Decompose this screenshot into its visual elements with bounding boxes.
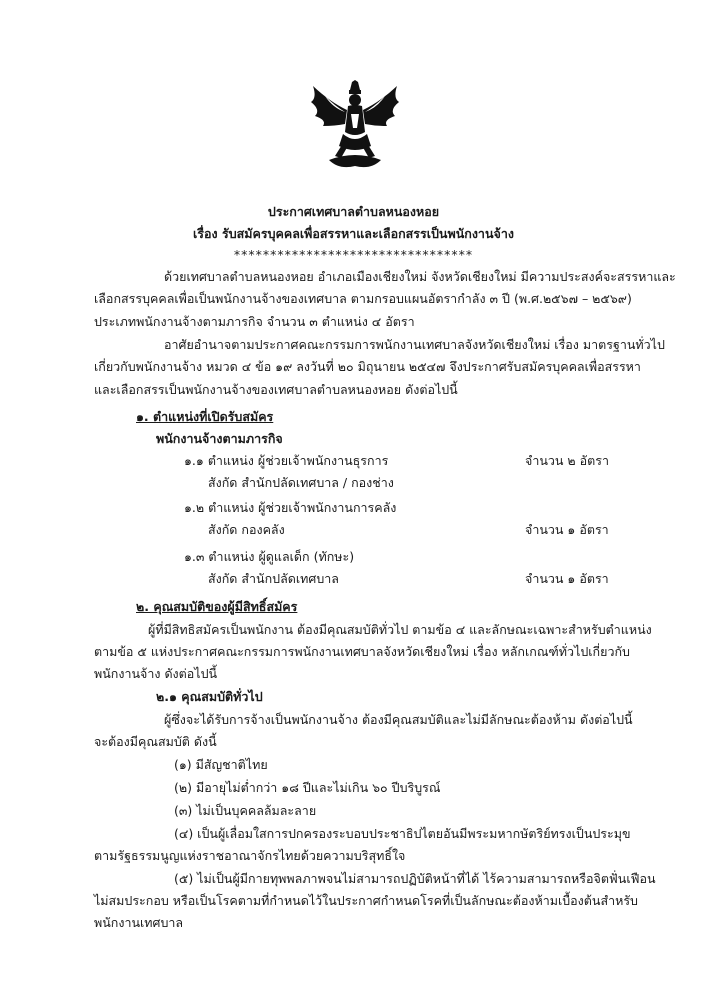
subsection-para-line: จะต้องมีคุณสมบัติ ดังนี้: [94, 734, 217, 749]
intro-line: และเลือกสรรเป็นพนักงานจ้างของเทศบาลตำบลหนองหอย ดังต่อไปนี้: [94, 382, 458, 397]
qualification-item: (๕) ไม่เป็นผู้มีกายทุพพลภาพจนไม่สามารถปฏิบัติหน้าที่ได้ ไร้ความสามารถหรือจิตฟั่นเฟือน: [174, 871, 656, 886]
position-count: จำนวน ๑ อัตรา: [525, 522, 609, 537]
position-title: ๑.๑ ตำแหน่ง ผู้ช่วยเจ้าพนักงานธุรการ: [184, 453, 389, 468]
document-title: ประกาศเทศบาลตำบลหนองหอย: [267, 204, 440, 219]
intro-line: อาศัยอำนาจตามประกาศคณะกรรมการพนักงานเทศบาลจังหวัดเชียงใหม่ เรื่อง มาตรฐานทั่วไป: [164, 337, 665, 352]
qualification-item: (๓) ไม่เป็นบุคคลล้มละลาย: [174, 803, 317, 818]
qualification-item: (๑) มีสัญชาติไทย: [174, 757, 268, 772]
document-subject: เรื่อง รับสมัครบุคคลเพื่อสรรหาและเลือกสรรเป็นพนักงานจ้าง: [193, 226, 514, 241]
position-title: ๑.๓ ตำแหน่ง ผู้ดูแลเด็ก (ทักษะ): [184, 549, 355, 564]
qualification-item: (๔) เป็นผู้เลื่อมใสการปกครองระบอบประชาธิปไตยอันมีพระมหากษัตริย์ทรงเป็นประมุข: [174, 826, 631, 841]
intro-line: เกี่ยวกับพนักงานจ้าง หมวด ๔ ข้อ ๑๙ ลงวันที่ ๒๐ มิถุนายน ๒๕๔๗ จึงประกาศรับสมัครบุคคลเพื่อสรรหา: [94, 359, 641, 374]
qualification-item-cont: ตามรัฐธรรมนูญแห่งราชอาณาจักรไทยด้วยความบริสุทธิ์ใจ: [94, 848, 406, 863]
position-unit: สังกัด กองคลัง: [208, 522, 285, 537]
position-unit: สังกัด สำนักปลัดเทศบาล: [208, 571, 339, 586]
garuda-emblem-icon: [305, 80, 405, 172]
qualification-item-cont: พนักงานเทศบาล: [94, 915, 184, 930]
position-title: ๑.๒ ตำแหน่ง ผู้ช่วยเจ้าพนักงานการคลัง: [184, 500, 397, 515]
section-para-line: พนักงานจ้าง ดังต่อไปนี้: [94, 666, 218, 681]
section-para-line: ผู้ที่มีสิทธิสมัครเป็นพนักงาน ต้องมีคุณสมบัติทั่วไป ตามข้อ ๔ และลักษณะเฉพาะสำหรับตำแหน่ง: [148, 622, 652, 637]
section-heading: ๑. ตำแหน่งที่เปิดรับสมัคร: [136, 409, 274, 424]
intro-line: เลือกสรรบุคคลเพื่อเป็นพนักงานจ้างของเทศบาล ตามกรอบแผนอัตรากำลัง ๓ ปี (พ.ศ.๒๕๖๗ – ๒๕๖๙): [94, 291, 632, 306]
position-count: จำนวน ๑ อัตรา: [525, 571, 609, 586]
position-unit: สังกัด สำนักปลัดเทศบาล / กองช่าง: [208, 475, 394, 490]
intro-line: ด้วยเทศบาลตำบลหนองหอย อำเภอเมืองเชียงใหม่ จังหวัดเชียงใหม่ มีความประสงค์จะสรรหาและ: [164, 269, 676, 284]
subsection-heading: ๒.๑ คุณสมบัติทั่วไป: [156, 689, 263, 704]
section-subheading: พนักงานจ้างตามภารกิจ: [156, 431, 283, 446]
intro-line: ประเภทพนักงานจ้างตามภารกิจ จำนวน ๓ ตำแหน่ง ๔ อัตรา: [94, 314, 415, 329]
qualification-item-cont: ไม่สมประกอบ หรือเป็นโรคตามที่กำหนดไว้ในประกาศกำหนดโรคที่เป็นลักษณะต้องห้ามเบื้องต้นสำหรับ: [94, 893, 638, 908]
section-para-line: ตามข้อ ๕ แห่งประกาศคณะกรรมการพนักงานเทศบาลจังหวัดเชียงใหม่ เรื่อง หลักเกณฑ์ทั่วไปเกี่ยวกับ: [94, 644, 630, 659]
section-heading: ๒. คุณสมบัติของผู้มีสิทธิ์สมัคร: [136, 599, 298, 614]
position-count: จำนวน ๒ อัตรา: [525, 453, 609, 468]
qualification-item: (๒) มีอายุไม่ต่ำกว่า ๑๘ ปีและไม่เกิน ๖๐ ปีบริบูรณ์: [174, 780, 441, 795]
header-divider: *********************************: [233, 247, 474, 262]
subsection-para-line: ผู้ซึ่งจะได้รับการจ้างเป็นพนักงานจ้าง ต้องมีคุณสมบัติและไม่มีลักษณะต้องห้าม ดังต่อไปนี้: [164, 712, 633, 727]
